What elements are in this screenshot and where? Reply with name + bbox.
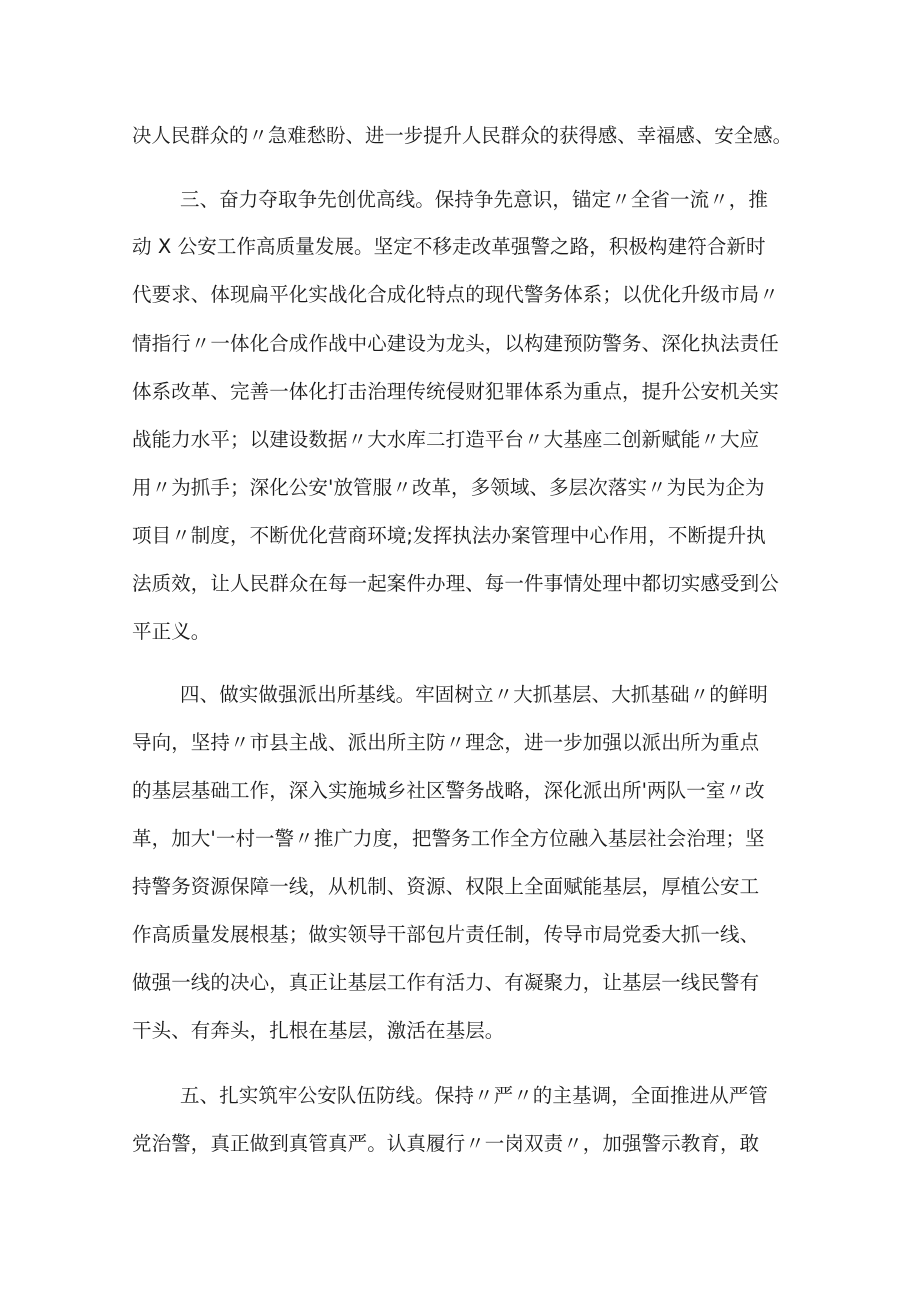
- paragraph-line: 三、奋力夺取争先创优高线。保持争先意识，锚定〃全省一流〃，推: [180, 188, 769, 211]
- paragraph-line: 的基层基础工作，深入实施城乡社区警务战略，深化派出所'两队一室〃改: [132, 779, 765, 802]
- paragraph-line: 革，加大'一村一警〃推广力度，把警务工作全方位融入基层社会治理；坚: [132, 827, 765, 850]
- paragraph-line: 动 X 公安工作高质量发展。坚定不移走改革强警之路，积极构建符合新时: [132, 235, 766, 258]
- paragraph-line: 情指行〃一体化合成作战中心建设为龙头，以构建预防警务、深化执法责任: [132, 332, 779, 355]
- paragraph-line: 法质效，让人民群众在每一起案件办理、每一件事情处理中都切实感受到公: [132, 572, 779, 595]
- paragraph-line: 做强一线的决心，真正让基层工作有活力、有凝聚力，让基层一线民警有: [132, 971, 760, 994]
- paragraph-line: 体系改革、完善一体化打击治理传统侵财犯罪体系为重点，提升公安机关实: [132, 380, 779, 403]
- paragraph-line: 持警务资源保障一线，从机制、资源、权限上全面赋能基层，厚植公安工: [132, 875, 760, 898]
- paragraph-line: 平正义。: [132, 620, 211, 643]
- paragraph-line: 五、扎实筑牢公安队伍防线。保持〃严〃的主基调，全面推进从严管: [180, 1084, 769, 1107]
- paragraph-line: 作高质量发展根基；做实领导干部包片责任制，传导市局党委大抓一线、: [132, 923, 760, 946]
- paragraph-line: 用〃为抓手；深化公安'放管服〃改革，多领域、多层次落实〃为民为企为: [132, 476, 765, 499]
- paragraph-line: 项目〃制度，不断优化营商环境;发挥执法办案管理中心作用，不断提升执: [132, 524, 766, 547]
- paragraph-line: 导向，坚持〃市县主战、派出所主防〃理念，进一步加强以派出所为重点: [132, 731, 760, 754]
- paragraph-line: 党治警，真正做到真管真严。认真履行〃一岗双责〃，加强警示教育，敢: [132, 1132, 760, 1155]
- paragraph-line: 四、做实做强派出所基线。牢固树立〃大抓基层、大抓基础〃的鲜明: [180, 683, 769, 706]
- paragraph-line: 决人民群众的〃急难愁盼、进一步提升人民群众的获得感、幸福感、安全感。: [132, 124, 793, 147]
- paragraph-line: 代要求、体现扁平化实战化合成化特点的现代警务体系；以优化升级市局〃: [132, 283, 779, 306]
- paragraph-line: 干头、有奔头，扎根在基层，激活在基层。: [132, 1019, 505, 1042]
- paragraph-line: 战能力水平；以建设数据〃大水库二打造平台〃大基座二创新赋能〃大应: [132, 428, 760, 451]
